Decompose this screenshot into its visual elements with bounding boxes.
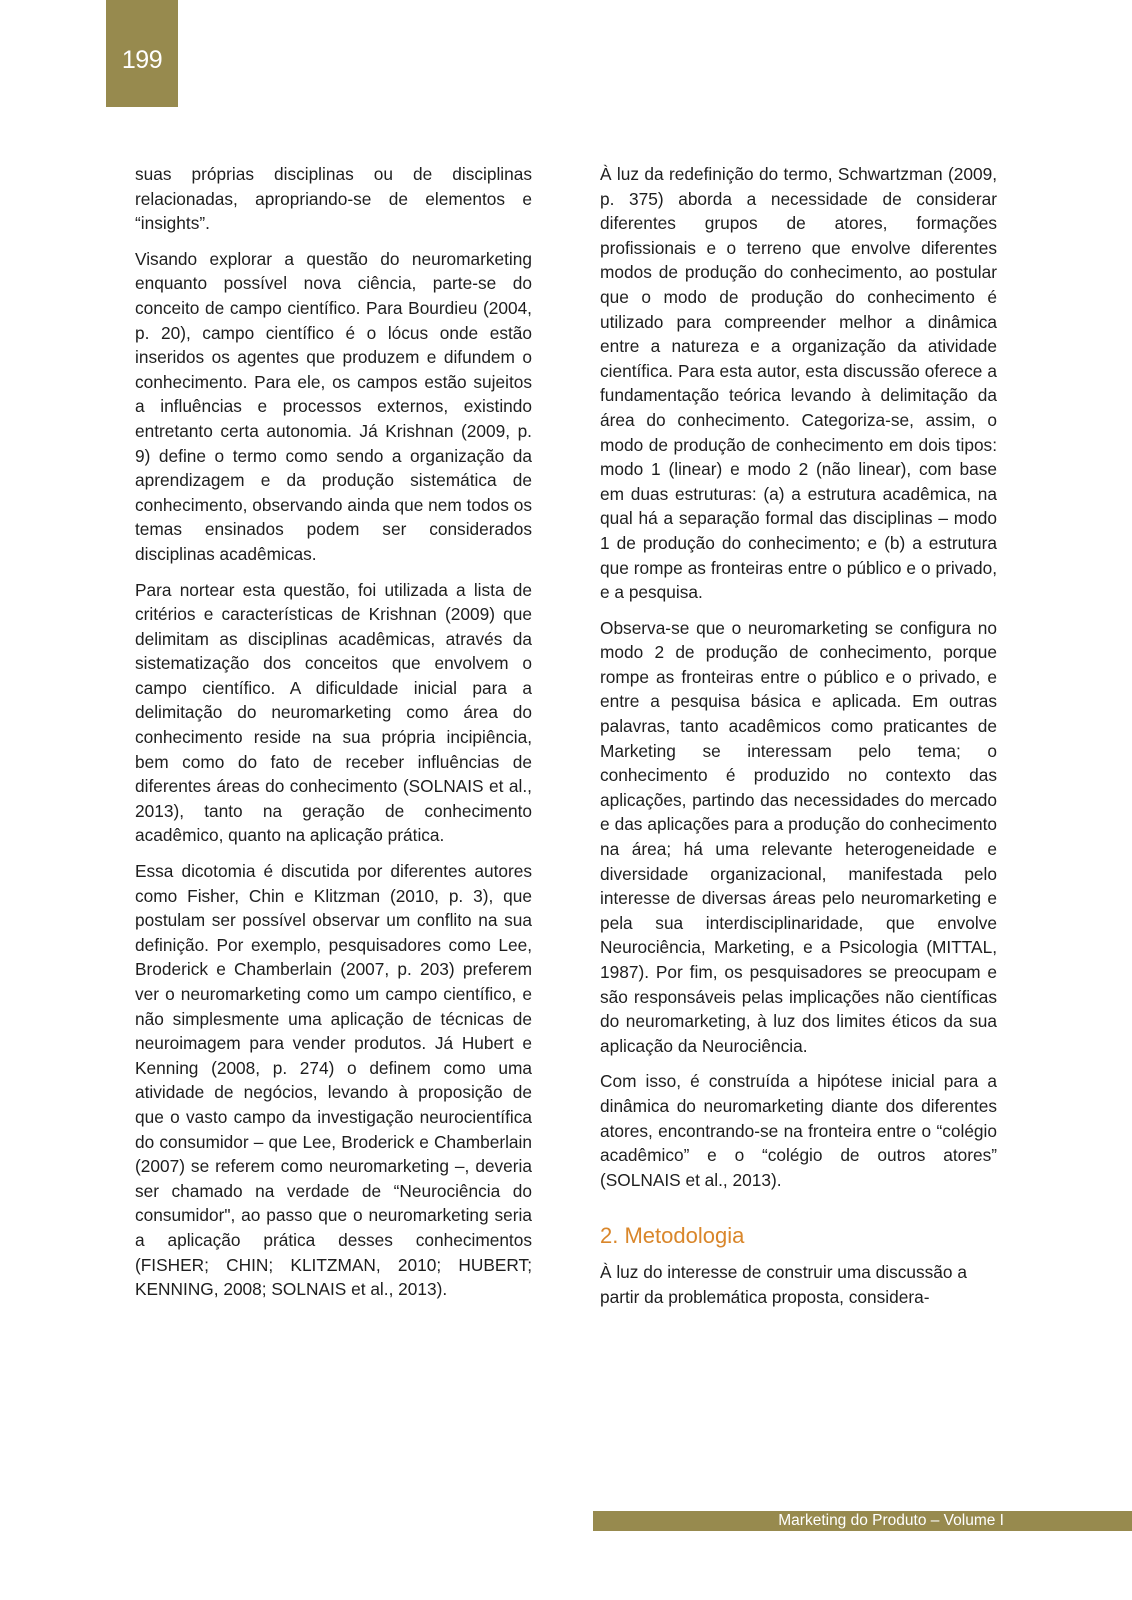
paragraph: À luz do interesse de construir uma discussão a partir da problemática proposta, considera-: [600, 1262, 967, 1307]
paragraph: À luz da redefinição do termo, Schwartzman (2009, p. 375) aborda a necessidade de considerar diferentes grupos de atores, formações profissionais e o terreno que envolve diferentes modos de produção do conhecimento, ao postular que o modo de produção do conhecimento é utilizado para compreender melhor a dinâmica entre a natureza e a organização da atividade científica. Para esta autor, esta discussão oferece a fundamentação teórica levando à delimitação da área do conhecimento. Categoriza-se, assim, o modo de produção de conhecimento em dois tipos: modo 1 (linear) e modo 2 (não linear), com base em duas estruturas: (a) a estrutura acadêmica, na qual há a separação formal das disciplinas – modo 1 de produção do conhecimento; e (b) a estrutura que rompe as fronteiras entre o público e o privado, e a pesquisa.: [600, 164, 997, 603]
left-column: [135, 162, 532, 1313]
paragraph: Com isso, é construída a hipótese inicial para a dinâmica do neuromarketing diante dos diferentes atores, encontrando-se na fronteira entre o “colégio acadêmico” e o “colégio de outros atores” (SOLNAIS et al., 2013).: [600, 1071, 997, 1190]
section-heading: 2. Metodologia: [600, 1223, 745, 1249]
right-column: [600, 162, 997, 1321]
page-number: 199: [106, 0, 178, 107]
paragraph: suas próprias disciplinas ou de disciplinas relacionadas, apropriando-se de elementos e “insights”.: [135, 164, 532, 234]
paragraph: Observa-se que o neuromarketing se configura no modo 2 de produção de conhecimento, porque rompe as fronteiras entre o público e o privado, e entre a pesquisa básica e aplicada. Em outras palavras, tanto acadêmicos como praticantes de Marketing se interessam pelo tema; o conhecimento é produzido no contexto das aplicações, partindo das necessidades do mercado e das aplicações para a produção do conhecimento na área; há uma relevante heterogeneidade e diversidade organizacional, manifestada pelo interesse de diversas áreas pelo neuromarketing e pela sua interdisciplinaridade, que envolve Neurociência, Marketing, e a Psicologia (MITTAL, 1987). Por fim, os pesquisadores se preocupam e são responsáveis pelas implicações não científicas do neuromarketing, à luz dos limites éticos da sua aplicação da Neurociência.: [600, 617, 997, 1056]
paragraph: Visando explorar a questão do neuromarketing enquanto possível nova ciência, parte-se do conceito de campo científico. Para Bourdieu (2004, p. 20), campo científico é o lócus onde estão inseridos os agentes que produzem e difundem o conhecimento. Para ele, os campos estão sujeitos a influências e processos externos, existindo entretanto certa autonomia. Já Krishnan (2009, p. 9) define o termo como sendo a organização da aprendizagem e da produção sistemática de conhecimento, observando ainda que nem todos os temas ensinados podem ser considerados disciplinas acadêmicas.: [135, 248, 532, 564]
paragraph: Para nortear esta questão, foi utilizada a lista de critérios e características de Krishnan (2009) que delimitam as disciplinas acadêmicas, através da sistematização dos conceitos que envolvem o campo científico. A dificuldade inicial para a delimitação do neuromarketing como área do conhecimento reside na sua própria incipiência, bem como do fato de receber influências de diferentes áreas do conhecimento (SOLNAIS et al., 2013), tanto na geração de conhecimento acadêmico, quanto na aplicação prática.: [135, 579, 532, 846]
paragraph: Essa dicotomia é discutida por diferentes autores como Fisher, Chin e Klitzman (2010, p. 3), que postulam ser possível observar um conflito na sua definição. Por exemplo, pesquisadores como Lee, Broderick e Chamberlain (2007, p. 203) preferem ver o neuromarketing como um campo científico, e não simplesmente uma aplicação de técnicas de neuroimagem para vender produtos. Já Hubert e Kenning (2008, p. 274) o definem como uma atividade de negócios, levando à proposição de que o vasto campo da investigação neurocientífica do consumidor – que Lee, Broderick e Chamberlain (2007) se referem como neuromarketing –, deveria ser chamado na verdade de “Neurociência do consumidor", ao passo que o neuromarketing seria a aplicação prática desses conhecimentos (FISHER; CHIN; KLITZMAN, 2010; HUBERT; KENNING, 2008; SOLNAIS et al., 2013).: [135, 861, 532, 1300]
footer-title: Marketing do Produto – Volume I: [778, 1512, 1004, 1529]
footer-bar: [593, 1511, 1132, 1531]
